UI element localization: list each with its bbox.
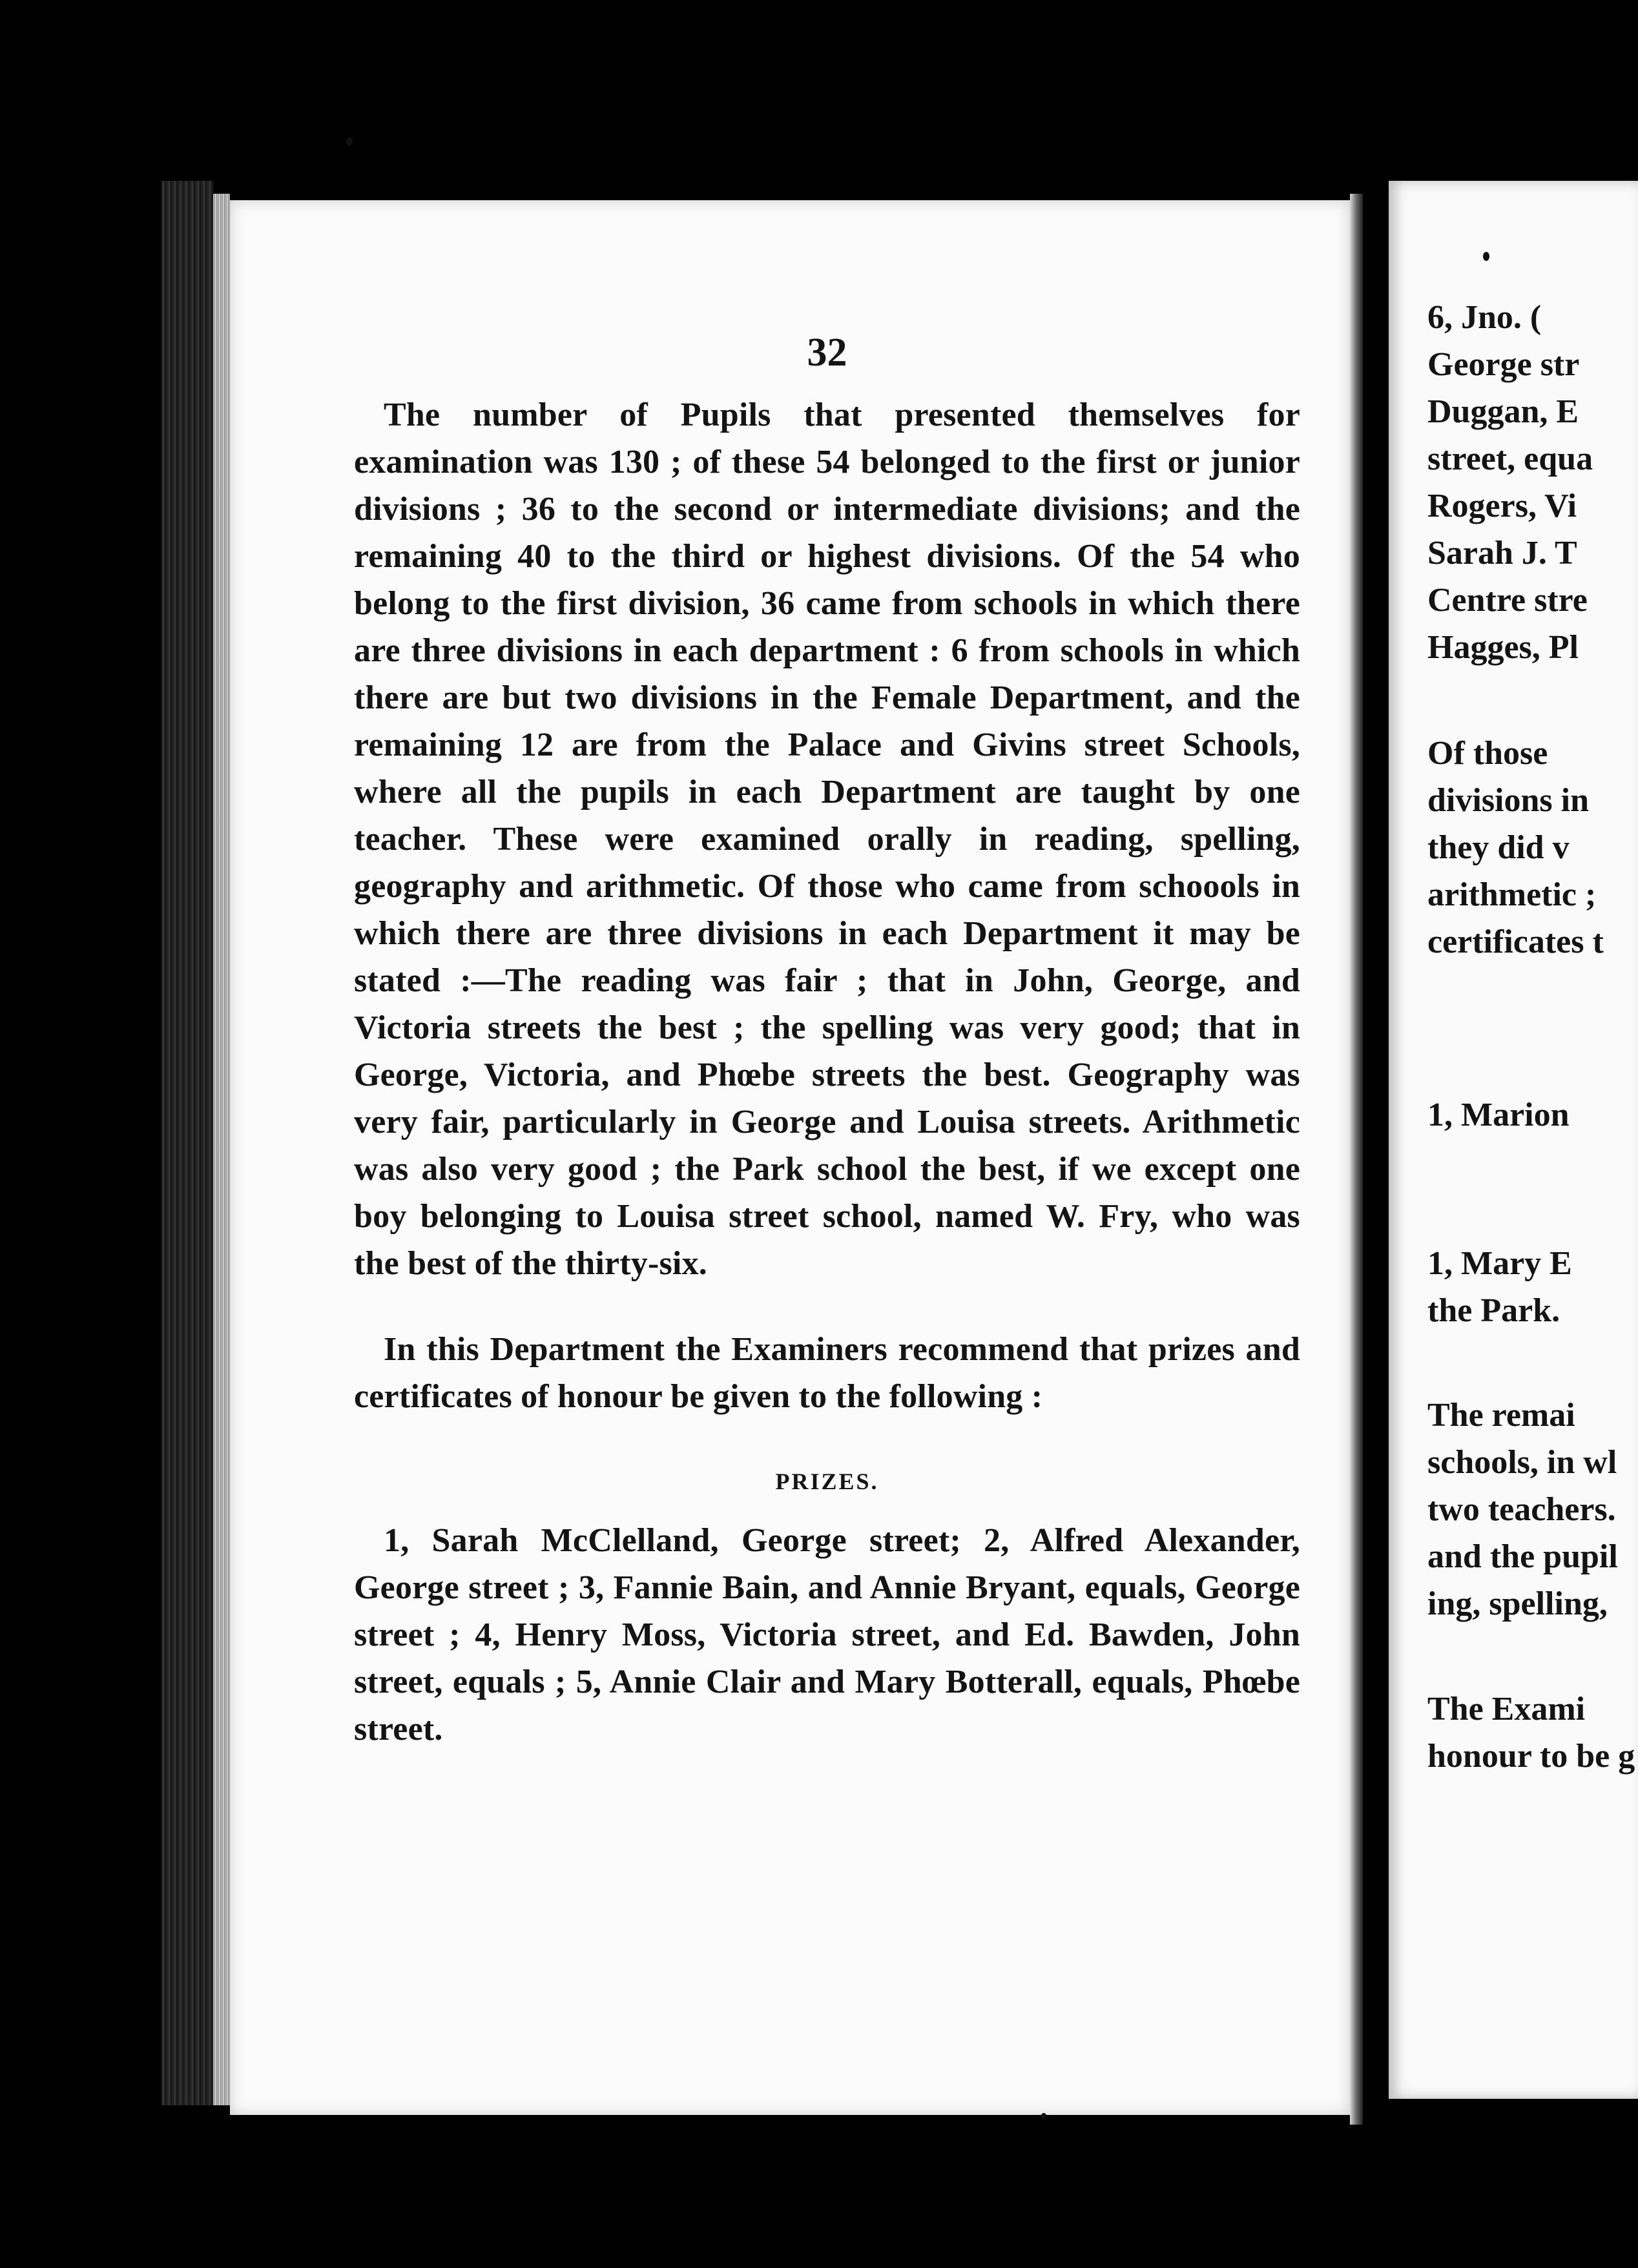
right-page-line: schools, in wl xyxy=(1427,1444,1617,1481)
right-page-line: street, equa xyxy=(1427,440,1593,477)
paragraph-prize-list: 1, Sarah McClelland, George street; 2, Alfred Alexander, George street ; 3, Fannie Bain, and Annie Bryant, equals, George street ; 4, Henry Moss, Victoria street, and Ed. Bawden, John street, equals ; 5, Annie Clair and Mary Botterall, equals, Phœbe street. xyxy=(354,1522,1300,1747)
right-page-line: ing, spelling, xyxy=(1427,1585,1608,1622)
scan-speck xyxy=(1483,252,1489,261)
left-page-text-column xyxy=(354,329,1300,1753)
page-stack-edge xyxy=(213,194,230,2105)
page-number: 32 xyxy=(807,331,847,375)
right-page-line: and the pupil xyxy=(1427,1538,1618,1575)
scan-speck xyxy=(346,137,353,146)
right-page-line: 6, Jno. ( xyxy=(1427,299,1542,336)
right-page-line: The Exami xyxy=(1427,1691,1586,1727)
paragraph-recommendation: In this Department the Examiners recommend that prizes and certificates of honour be given to the following : xyxy=(354,1331,1300,1415)
right-page-line: The remai xyxy=(1427,1397,1575,1434)
right-page-line: they did v xyxy=(1427,829,1570,866)
right-page-line: divisions in xyxy=(1427,782,1590,819)
paragraph-spacer xyxy=(354,1420,1300,1459)
paragraph-spacer xyxy=(354,1504,1300,1517)
right-page-line: arithmetic ; xyxy=(1427,876,1597,913)
right-page-line: George str xyxy=(1427,346,1580,383)
right-page-line: Duggan, E xyxy=(1427,393,1579,430)
right-page-line: 1, Mary E xyxy=(1427,1245,1572,1282)
right-page-line: honour to be g xyxy=(1427,1738,1635,1775)
right-page-line: the Park. xyxy=(1427,1292,1560,1329)
prizes-heading: PRIZES. xyxy=(775,1469,879,1494)
left-page xyxy=(230,200,1350,2115)
right-page-line: Centre stre xyxy=(1427,582,1588,619)
right-page-line: Hagges, Pl xyxy=(1427,629,1579,666)
right-page-partial xyxy=(1389,181,1638,2099)
book-binding-edge xyxy=(161,181,213,2105)
paragraph-spacer xyxy=(354,1287,1300,1326)
left-page-gutter-shadow xyxy=(1350,194,1363,2125)
right-page-line: Sarah J. T xyxy=(1427,535,1577,572)
paragraph-examination-summary: The number of Pupils that presented themselves for examination was 130 ; of these 54 belonged to the first or junior divisions ; 36 to the second or intermediate divisions; and the remaining 40 to the third or highest divisions. Of the 54 who belong to the first division, 36 came from schools in which there are three divisions in each department : 6 from schools in which there are but two divisions in the Female Department, and the remaining 12 are from the Palace and Givins street Schools, where all the pupils in each Department are taught by one teacher. These were examined orally in reading, spelling, geography and arithmetic. Of those who came from schoools in which there are three divisions in each Department it may be stated :—The reading was fair ; that in John, George, and Victoria streets the best ; the spelling was very good; that in George, Victoria, and Phœbe streets the best. Geography was very fair, particularly in George and Louisa streets. Arithmetic was also very good ; the Park school the best, if we except one boy belonging to Louisa street school, named W. Fry, who was the best of the thirty-six. xyxy=(354,397,1300,1282)
right-page-line: Rogers, Vi xyxy=(1427,488,1577,524)
right-page-line: Of those xyxy=(1427,735,1548,772)
right-page-line: certificates t xyxy=(1427,923,1604,960)
scan-speck xyxy=(1041,2113,1046,2118)
right-page-line: 1, Marion xyxy=(1427,1097,1570,1133)
right-page-line: two teachers. xyxy=(1427,1491,1616,1528)
